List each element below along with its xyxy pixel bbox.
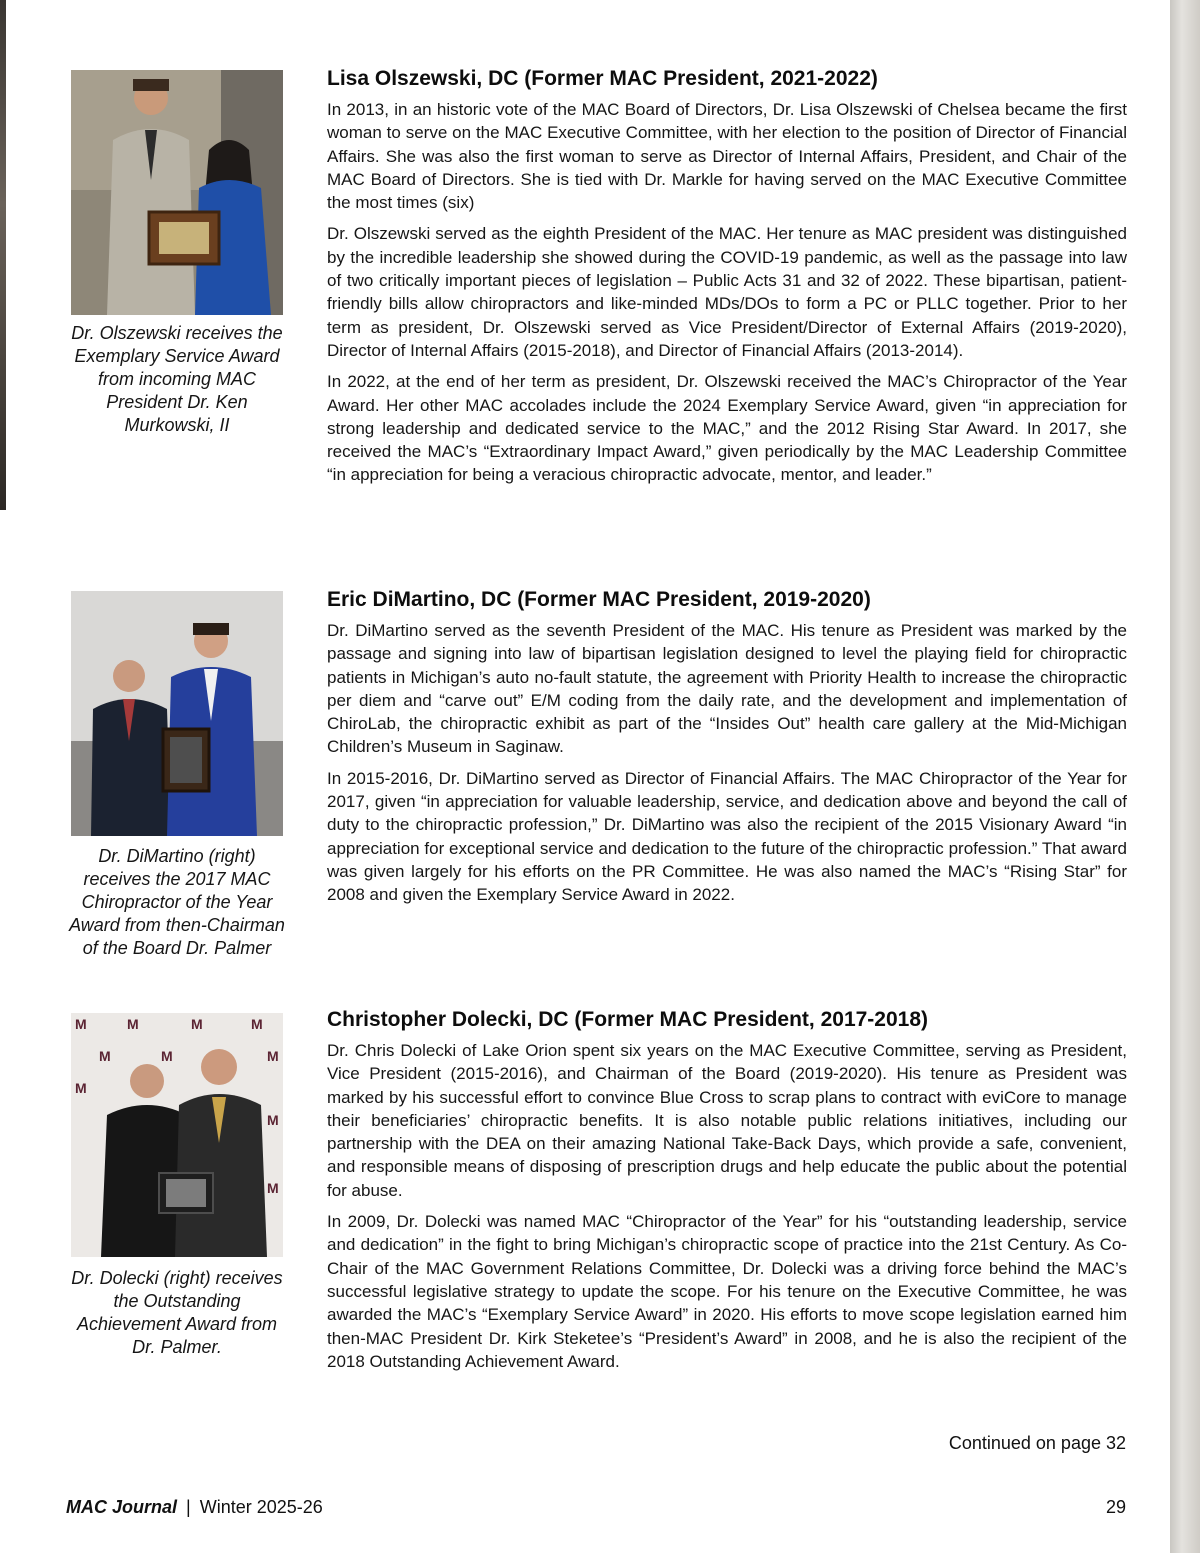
svg-text:M: M [75,1016,87,1032]
paragraph: Dr. DiMartino served as the seventh President of the MAC. His tenure as President was marked by the passage and signing into law of bipartisan legislation designed to level the playing field for chiropractic patients in Michigan’s auto no-fault statute, the agreement with Priority Health to increase the chiropractic per diem and “carve out” E/M coding from the daily rate, and the development and implementation of ChiroLab, the chiropractic exhibit as part of the “Insides Out” health care gallery at the Mid-Michigan Children’s Museum in Saginaw. [327,621,1127,757]
page-number: 29 [1105,1497,1126,1517]
footer-publication [66,1497,323,1518]
photo-caption: Dr. Dolecki (right) receives the Outstanding Achievement Award from Dr. Palmer. [71,1268,283,1357]
svg-text:M: M [127,1016,139,1032]
page-edge-shadow-right [1170,0,1200,1553]
paragraph: In 2009, Dr. Dolecki was named MAC “Chiropractor of the Year” for his “outstanding leadership, service and dedication” in the fight to bring Michigan’s chiropractic scope of practice into the 21st Century. As Co-Chair of the MAC Government Relations Committee, Dr. Dolecki was a driving force behind the MAC’s successful legislative strategy to update the scope. For his tenure on the Executive Committee, he was awarded the MAC’s “Exemplary Service Award” in 2020. His efforts to move scope legislation earned him then-MAC President Dr. Kirk Steketee’s “President’s Award” in 2008, and he is also the recipient of the 2018 Outstanding Achievement Award. [327,1212,1127,1371]
svg-text:M: M [75,1080,87,1096]
paragraph: Dr. Chris Dolecki of Lake Orion spent six years on the MAC Executive Committee, serving as President, Vice President (2015-2016), and Chairman of the Board (2019-2020). His tenure as President was marked by his successful effort to convince Blue Cross to scrap plans to contract with eviCore to manage their beneficiaries’ chiropractic benefits. It is also notable public relations initiatives, including our partnership with the DEA on their amazing National Take-Back Days, which provide a safe, convenient, and responsible means of disposing of prescription drugs and help educate the public about the potential for abuse. [327,1041,1127,1200]
photo-dolecki [71,1013,283,1257]
svg-text:M: M [161,1048,173,1064]
svg-text:M: M [267,1112,279,1128]
paragraph: In 2022, at the end of her term as president, Dr. Olszewski received the MAC’s Chiropractor of the Year Award. Her other MAC accolades include the 2024 Exemplary Service Award, given “in appreciation for strong leadership and dedicated service to the MAC,” and the 2012 Rising Star Award. In 2017, she received the MAC’s “Extraordinary Impact Award,” given periodically by the MAC Leadership Committee “in appreciation for being a veracious chiropractic advocate, mentor, and leader.” [327,372,1127,485]
footer-separator: | [186,1497,191,1517]
section-heading: Christopher Dolecki, DC (Former MAC President, 2017-2018) [327,1008,929,1031]
photo-caption: Dr. DiMartino (right) receives the 2017 MAC Chiropractor of the Year Award from then-Chairman of the Board Dr. Palmer [69,846,285,958]
photo-olszewski [71,70,283,315]
page-edge-shadow-left [0,0,6,510]
section-heading: Eric DiMartino, DC (Former MAC President, 2019-2020) [327,588,871,611]
article-section [327,1007,1127,1381]
continued-note: Continued on page 32 [948,1433,1126,1453]
svg-text:M: M [267,1048,279,1064]
svg-text:M: M [267,1180,279,1196]
article-section [327,587,1127,915]
paragraph: Dr. Olszewski served as the eighth President of the MAC. Her tenure as MAC president was distinguished by the incredible leadership she showed during the COVID-19 pandemic, as well as the passage into law of two critically important pieces of legislation – Public Acts 31 and 32 of 2022. These bipartisan, patient-friendly bills allow chiropractors and like-minded MDs/DOs to form a PC or PLLC together. Prior to her term as president, Dr. Olszewski served as Vice President/Director of External Affairs (2019-2020), Director of Internal Affairs (2015-2018), and Director of Financial Affairs (2013-2014). [327,224,1127,360]
journal-title: MAC Journal [66,1497,178,1517]
svg-text:M: M [99,1048,111,1064]
photo-dimartino [71,591,283,836]
photo-caption: Dr. Olszewski receives the Exemplary Service Award from incoming MAC President Dr. Ken Murkowski, II [71,323,283,435]
svg-text:M: M [251,1016,263,1032]
article-section [327,66,1127,495]
svg-text:M: M [191,1016,203,1032]
paragraph: In 2013, in an historic vote of the MAC Board of Directors, Dr. Lisa Olszewski of Chelsea became the first woman to serve on the MAC Executive Committee, with her election to the position of Director of Financial Affairs. She was also the first woman to serve as Director of Internal Affairs, President, and Chair of the MAC Board of Directors. She is tied with Dr. Markle for having served on the MAC Executive Committee the most times (six) [327,100,1127,213]
issue-label: Winter 2025-26 [199,1497,323,1517]
paragraph: In 2015-2016, Dr. DiMartino served as Director of Financial Affairs. The MAC Chiropractor of the Year for 2017, given “in appreciation for valuable leadership, service, and dedication above and beyond the call of duty to the chiropractic profession,” Dr. DiMartino was also the recipient of the 2015 Visionary Award “in appreciation for exceptional service and dedication to the future of the chiropractic profession.” That award was given largely for his efforts on the PR Committee. He was also named the MAC’s “Rising Star” for 2008 and given the Exemplary Service Award in 2022. [327,768,1127,905]
section-heading: Lisa Olszewski, DC (Former MAC President, 2021-2022) [327,67,878,90]
